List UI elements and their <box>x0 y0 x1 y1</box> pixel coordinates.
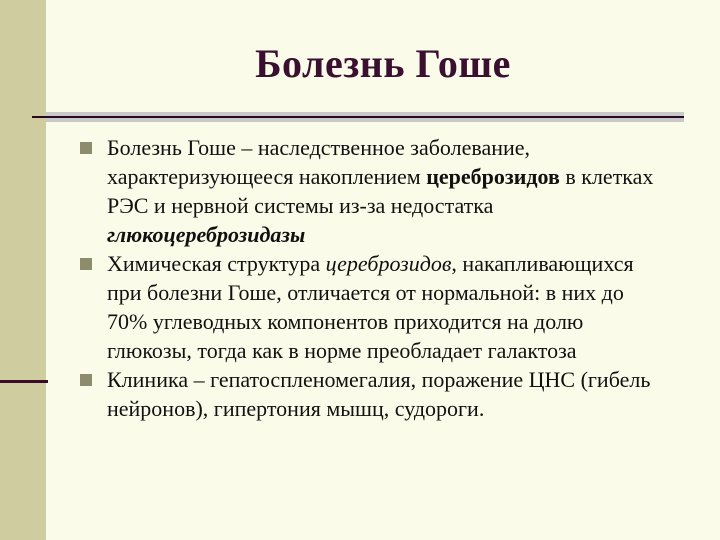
square-bullet-icon <box>80 258 92 270</box>
title-underline <box>32 116 684 118</box>
item-bold-term: цереброзидов <box>426 164 560 189</box>
bullet-item-structure <box>80 249 665 365</box>
item-text: Химическая структура <box>107 251 326 276</box>
bullet-item-clinic <box>80 365 665 423</box>
bullet-item-definition <box>80 133 665 249</box>
square-bullet-icon <box>80 142 92 154</box>
item-text: в клетках РЭС и нервной системы из-за недостатка <box>107 164 654 218</box>
item-text: Клиника – гепатоспленомегалия, поражение ЦНС (гибель нейронов), гипертония мышц, судороги. <box>107 367 651 421</box>
item-text: , накапливающихся при болезни Гоше, отличается от нормальной: в них до 70% углеводных компонентов приходится на долю глюкозы, тогда как в норме преобладает галактоза <box>107 251 634 363</box>
left-accent-rule <box>0 380 48 383</box>
square-bullet-icon <box>80 374 92 386</box>
slide-title: Болезнь Гоше <box>255 41 511 86</box>
item-italic-term: цереброзидов <box>325 251 452 276</box>
slide-content <box>80 133 665 423</box>
item-text: Болезнь Гоше – наследственное заболевание, характеризующееся накоплением <box>107 135 531 189</box>
item-bold-italic-term: глюкоцереброзидазы <box>107 222 306 247</box>
left-decorative-band <box>0 0 46 540</box>
